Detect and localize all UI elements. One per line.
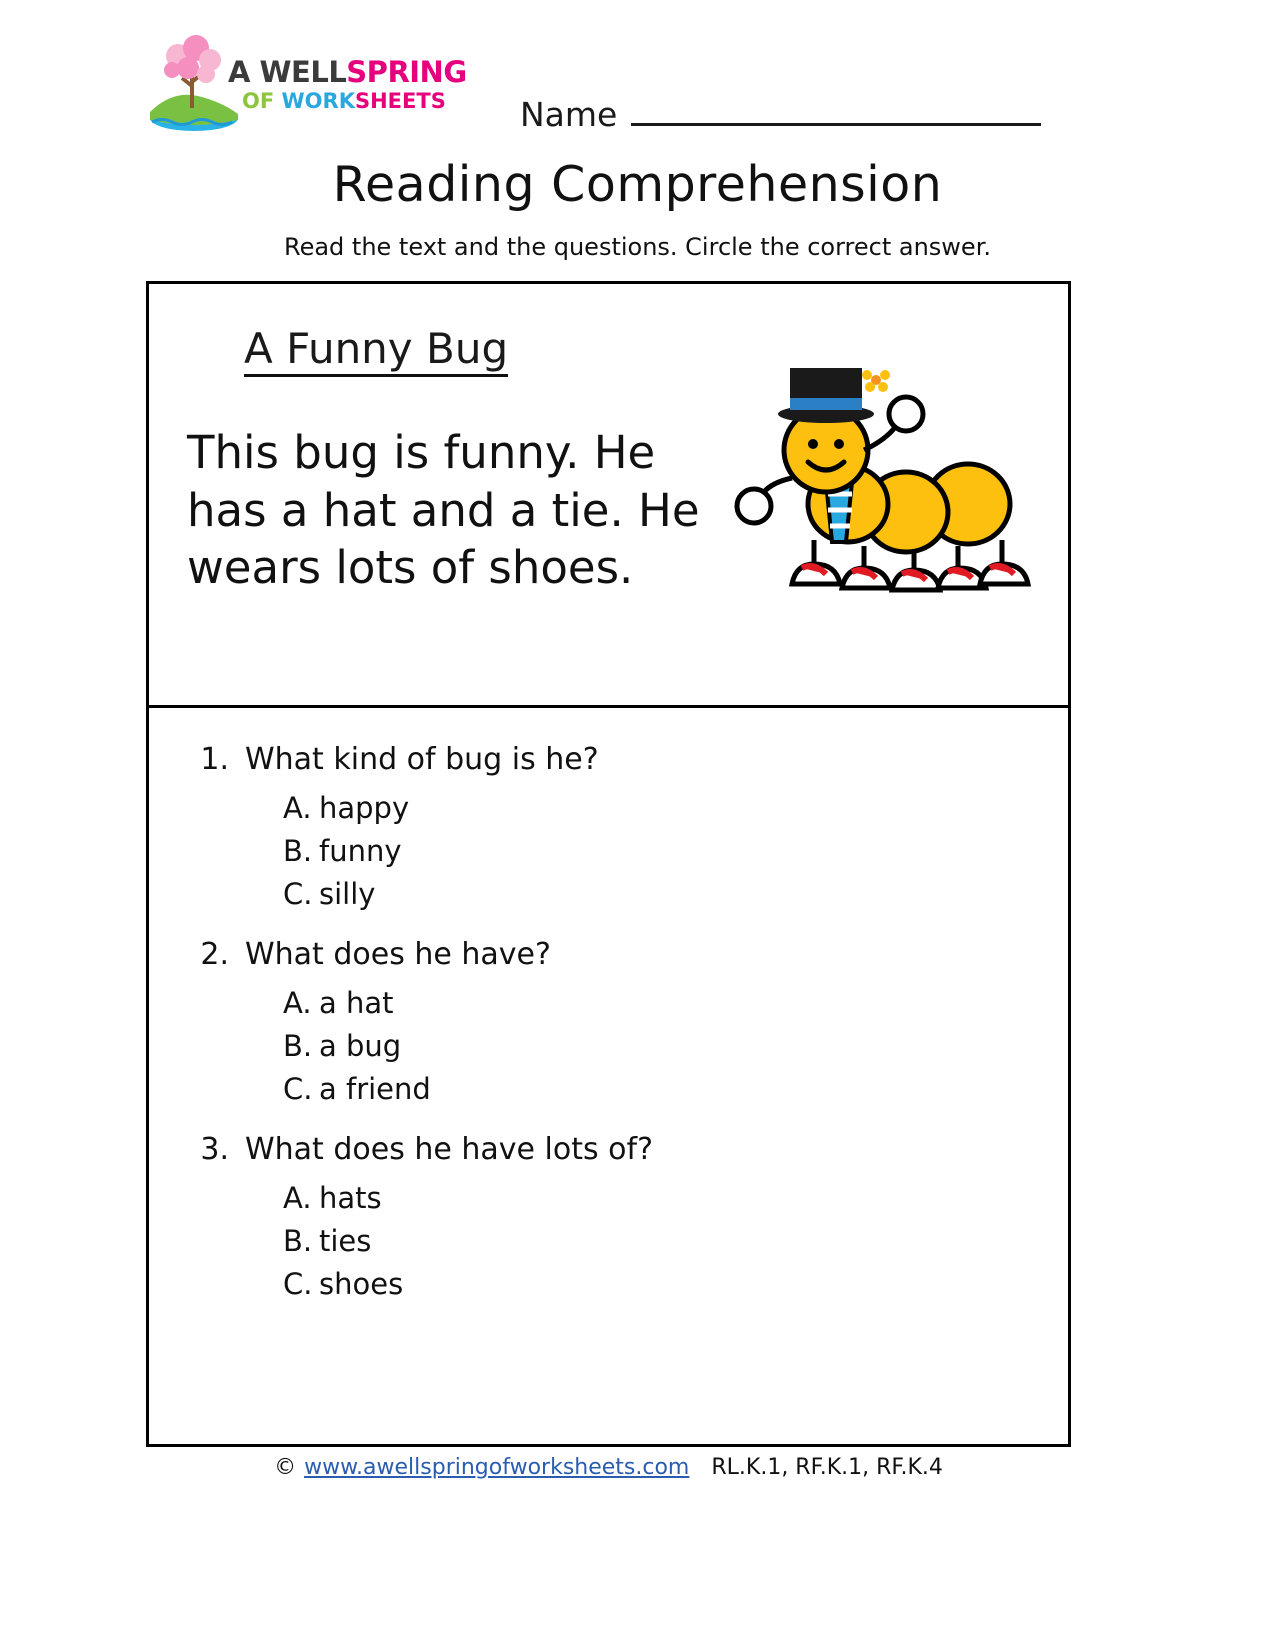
question-1-prompt: What kind of bug is he? (245, 742, 599, 777)
logo-line2-c: SHEETS (354, 89, 446, 113)
cherry-blossom-tree-logo-icon (148, 34, 240, 134)
name-field[interactable] (520, 95, 1041, 134)
page-title: Reading Comprehension (332, 156, 943, 213)
name-label: Name (520, 95, 618, 134)
question-2-choice-c[interactable] (283, 1072, 1068, 1106)
passage-section (149, 284, 1068, 708)
question-1-choice-a[interactable] (283, 791, 1068, 825)
question-2-choice-b-text: a bug (319, 1029, 402, 1063)
page-instructions: Read the text and the questions. Circle the correct answer. (283, 233, 991, 261)
site-logo[interactable] (148, 34, 467, 142)
question-1-choice-b[interactable] (283, 834, 1068, 868)
logo-line2-a: OF (242, 89, 282, 113)
question-2-text (183, 937, 1068, 972)
question-2-choice-a-letter: A. (283, 986, 312, 1020)
question-1-choice-c[interactable] (283, 877, 1068, 911)
worksheet-frame (146, 281, 1071, 1447)
question-2-number: 2. (200, 937, 229, 972)
question-1-text (183, 742, 1068, 777)
question-2-choice-a[interactable] (283, 986, 1068, 1020)
copyright-icon: © (274, 1455, 297, 1480)
question-3 (183, 1132, 1068, 1301)
question-3-choice-b-text: ties (319, 1224, 372, 1258)
page-header (0, 0, 1275, 150)
question-3-choice-c[interactable] (283, 1267, 1068, 1301)
logo-line1-b: SPRING (346, 55, 467, 89)
story-title: A Funny Bug (244, 326, 508, 377)
question-3-text (183, 1132, 1068, 1167)
question-2-choice-c-text: a friend (319, 1072, 431, 1106)
question-1-choice-c-letter: C. (283, 877, 313, 911)
questions-section (149, 708, 1068, 1301)
website-link[interactable]: www.awellspringofworksheets.com (304, 1455, 690, 1480)
question-3-choice-b-letter: B. (283, 1224, 313, 1258)
question-1-choice-b-text: funny (319, 834, 402, 868)
story-body: This bug is funny. He has a hat and a tie. He wears lots of shoes. (187, 426, 700, 595)
question-3-choice-c-letter: C. (283, 1267, 313, 1301)
name-input-line[interactable] (631, 95, 1041, 126)
question-3-number: 3. (200, 1132, 229, 1167)
question-3-choices (283, 1181, 1068, 1301)
question-2-choice-a-text: a hat (319, 986, 394, 1020)
question-2-choices (283, 986, 1068, 1106)
question-1-choice-c-text: silly (319, 877, 376, 911)
standards-label: RL.K.1, RF.K.1, RF.K.4 (711, 1455, 943, 1480)
question-2-choice-b[interactable] (283, 1029, 1068, 1063)
question-1-choice-a-letter: A. (283, 791, 312, 825)
question-3-choice-b[interactable] (283, 1224, 1068, 1258)
question-3-choice-a[interactable] (283, 1181, 1068, 1215)
question-1-choices (283, 791, 1068, 911)
page-footer (146, 1455, 1071, 1480)
question-3-prompt: What does he have lots of? (245, 1132, 653, 1167)
question-1-choice-b-letter: B. (283, 834, 313, 868)
question-2-choice-b-letter: B. (283, 1029, 313, 1063)
question-1 (183, 742, 1068, 911)
question-1-choice-a-text: happy (319, 791, 410, 825)
logo-line2-b: WORK (281, 89, 355, 113)
logo-line1-a: A WELL (228, 55, 347, 89)
logo-wordmark (228, 55, 467, 113)
question-3-choice-a-letter: A. (283, 1181, 312, 1215)
question-3-choice-c-text: shoes (319, 1267, 404, 1301)
question-2-prompt: What does he have? (245, 937, 551, 972)
question-3-choice-a-text: hats (319, 1181, 382, 1215)
question-1-number: 1. (200, 742, 229, 777)
funny-caterpillar-with-top-hat-illustration (718, 354, 1038, 654)
question-2-choice-c-letter: C. (283, 1072, 313, 1106)
question-2 (183, 937, 1068, 1106)
